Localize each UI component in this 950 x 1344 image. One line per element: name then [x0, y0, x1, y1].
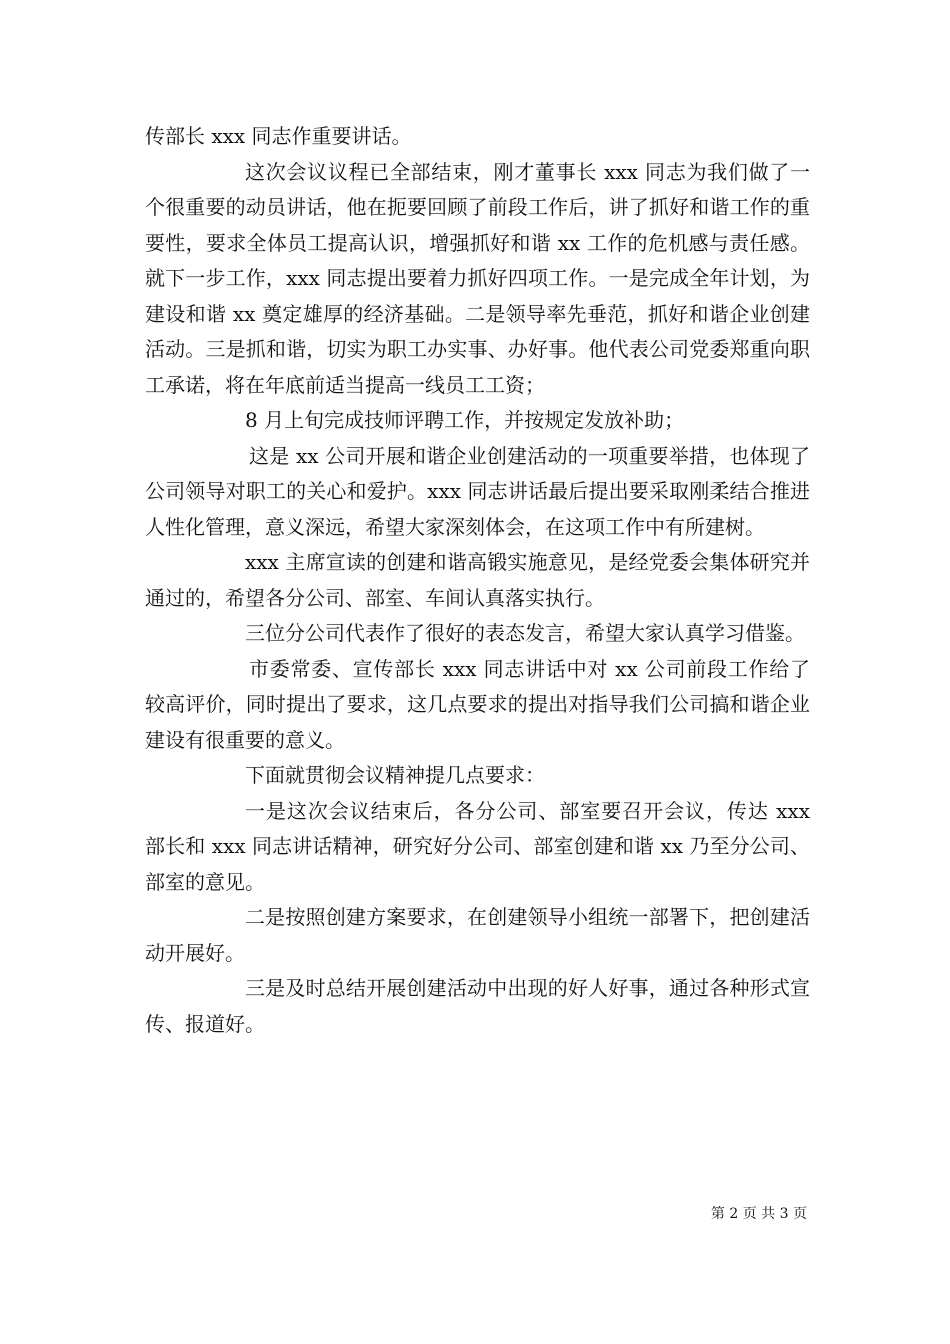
paragraph-important-measure: 这是 xx 公司开展和谐企业创建活动的一项重要举措，也体现了公司领导对职工的关心和爱护。xxx 同志讲话最后提出要采取刚柔结合推进人性化管理，意义深远，希望大家深刻体会，在这项工作中有所建树。: [145, 443, 810, 539]
page-number-footer: 第 2 页 共 3 页: [710, 1206, 807, 1222]
paragraph-requirement-three: 三是及时总结开展创建活动中出现的好人好事，通过各种形式宣传、报道好。: [145, 976, 810, 1036]
paragraph-technician-review: 8 月上旬完成技师评聘工作，并按规定发放补助；: [245, 408, 685, 432]
paragraph-branch-representatives: 三位分公司代表作了很好的表态发言，希望大家认真学习借鉴。: [245, 621, 805, 645]
paragraph-requirement-two: 二是按照创建方案要求，在创建领导小组统一部署下，把创建活动开展好。: [145, 905, 810, 965]
paragraph-meeting-summary: 这次会议议程已全部结束，刚才董事长 xxx 同志为我们做了一个很重要的动员讲话，他在扼要回顾了前段工作后，讲了抓好和谐工作的重要性，要求全体员工提高认识，增强抓好和谐 xx 工作的危机感与责任感。就下一步工作，xxx 同志提出要着力抓好四项工作。一是完成全年计划，为建设和谐 xx 奠定雄厚的经济基础。二是领导率先垂范，抓好和谐企业创建活动。三是抓和谐，切实为职工办实事、办好事。他代表公司党委郑重向职工承诺，将在年底前适当提高一线员工工资；: [145, 159, 810, 397]
document-body: [145, 119, 810, 1042]
paragraph-requirements-intro: 下面就贯彻会议精神提几点要求：: [245, 763, 545, 787]
paragraph-chairman-opinion: xxx 主席宣读的创建和谐高锻实施意见，是经党委会集体研究并通过的，希望各分公司、部室、车间认真落实执行。: [145, 550, 810, 610]
paragraph-requirement-one: 一是这次会议结束后，各分公司、部室要召开会议，传达 xxx 部长和 xxx 同志讲话精神，研究好分公司、部室创建和谐 xx 乃至分公司、部室的意见。: [145, 798, 810, 894]
paragraph-continuation: 传部长 xxx 同志作重要讲话。: [145, 124, 412, 148]
paragraph-committee-speech: 市委常委、宣传部长 xxx 同志讲话中对 xx 公司前段工作给了较高评价，同时提出了要求，这几点要求的提出对指导我们公司搞和谐企业建设有很重要的意义。: [145, 656, 810, 752]
